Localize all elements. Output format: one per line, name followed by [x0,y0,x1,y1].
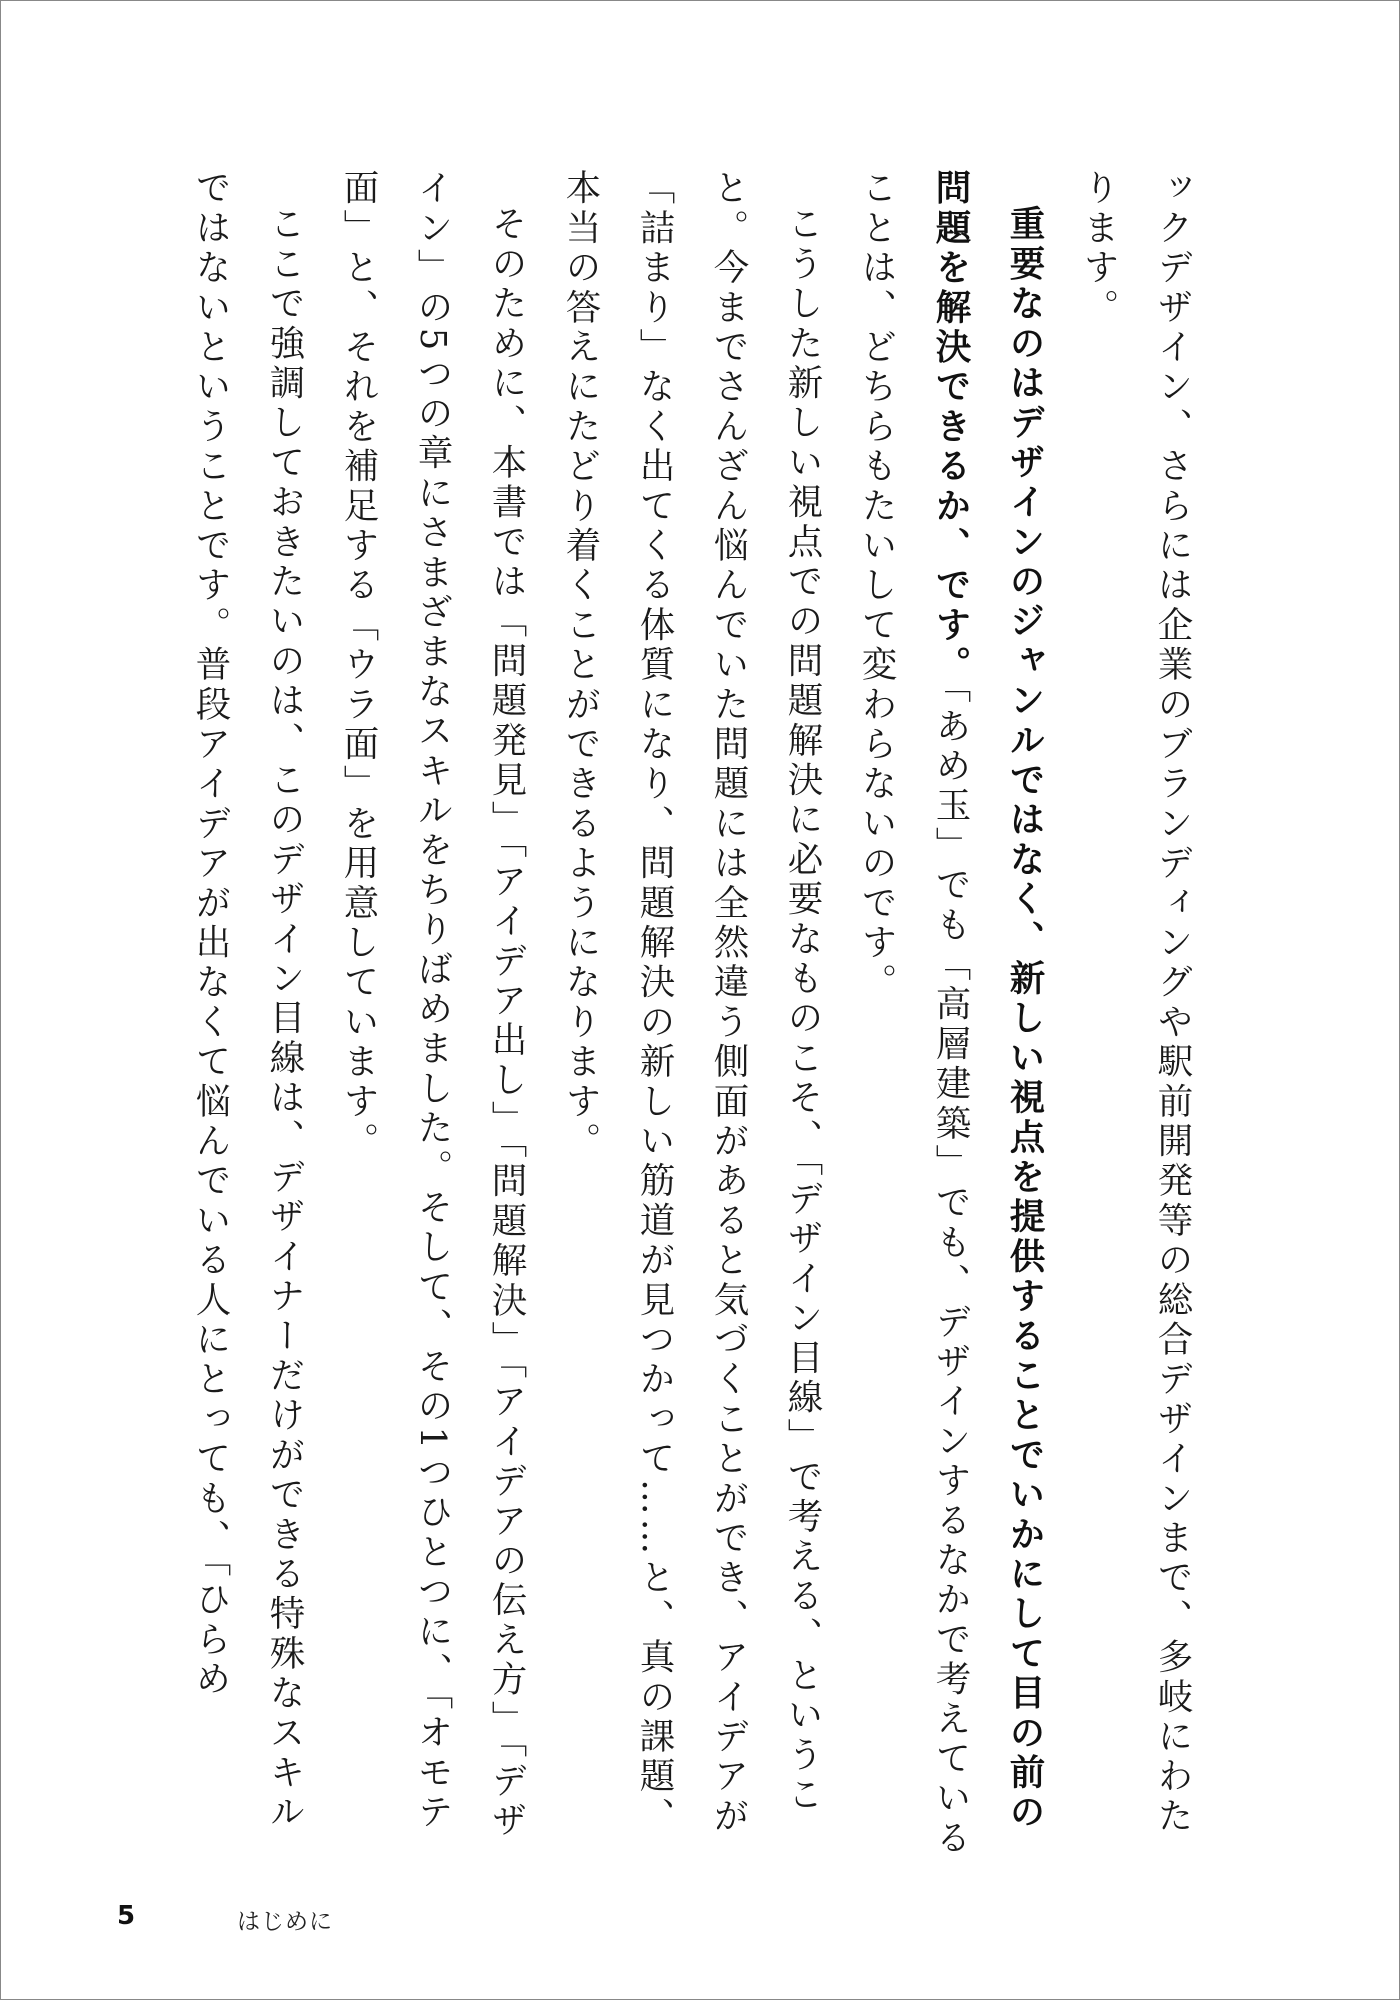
paragraph-text: 「あめ玉」でも「高層建築」でも、デザインするなかで考えていることは、どちらもたいして変わらないのです。 [856,169,971,1859]
emphasized-sentence: 重要なのはデザインのジャンルではなく、新しい視点を提供することでいかにして目の前の問題を解決できるか、です。 [930,169,1045,1833]
vertical-body-text [159,169,1209,1869]
paragraph-key-point [839,169,1061,1869]
paragraph-emphasis-note: ここで強調しておきたいのは、このデザイン目線は、デザイナーだけができる特殊なスキルではないということです。普段アイデアが出なくて悩んでいる人にとっても、「ひらめ [190,169,305,1833]
paragraph-continued: ックデザイン、さらには企業のブランディングや駅前開発等の総合デザインまで、多岐にわたります。 [1078,169,1193,1837]
page-number: 5 [117,1901,136,1931]
paragraph-design-perspective: こうした新しい視点での問題解決に必要なものこそ、「デザイン目線」で考える、ということ。今までさんざん悩んでいた問題には全然違う側面があると気づくことができ、アイデアが「詰まり」なく出てくる体質になり、問題解決の新しい筋道が見つかって……と、真の課題、本当の答えにたどり着くことができるようになります。 [560,169,823,1837]
running-footer-title: はじめに [237,1909,333,1935]
paragraph-chapters: そのために、本書では「問題発見」「アイデア出し」「問題解決」「アイデアの伝え方」「デザイン」の5つの章にさまざまなスキルをちりばめました。そして、その1つひとつに、「オモテ面」と、それを補足する「ウラ面」を用意しています。 [338,169,527,1841]
